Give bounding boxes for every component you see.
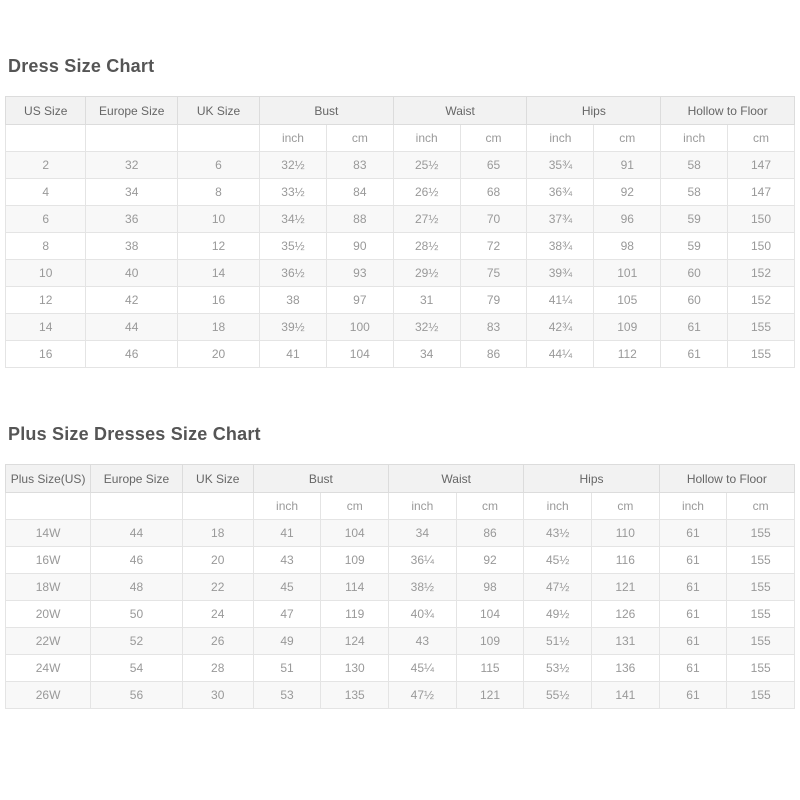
cell: 61: [659, 574, 727, 601]
cell: 24: [182, 601, 253, 628]
cell: 90: [326, 233, 393, 260]
cell: 60: [661, 287, 728, 314]
unit-label-cm: cm: [728, 125, 795, 152]
cell: 4: [6, 179, 86, 206]
cell: 38¾: [527, 233, 594, 260]
cell: 93: [326, 260, 393, 287]
cell: 104: [321, 520, 389, 547]
cell: 18W: [6, 574, 91, 601]
table-row: [6, 520, 795, 547]
cell: 124: [321, 628, 389, 655]
cell: 31: [393, 287, 460, 314]
cell: 112: [594, 341, 661, 368]
plus-size-chart-title: Plus Size Dresses Size Chart: [8, 424, 261, 444]
cell: 100: [326, 314, 393, 341]
cell: 51: [253, 655, 321, 682]
cell: 42: [86, 287, 178, 314]
cell: 40: [86, 260, 178, 287]
cell: 61: [661, 341, 728, 368]
table-row: [6, 179, 795, 206]
dress-size-chart-section: [0, 0, 800, 368]
cell: 72: [460, 233, 527, 260]
cell: 61: [659, 520, 727, 547]
table-row: [6, 152, 795, 179]
dress-size-table-body: [6, 152, 795, 368]
cell: 34: [393, 341, 460, 368]
cell: 47½: [389, 682, 457, 709]
table-row: [6, 341, 795, 368]
empty-cell: [6, 493, 91, 520]
cell: 35½: [260, 233, 327, 260]
cell: 61: [659, 601, 727, 628]
cell: 92: [594, 179, 661, 206]
column-header-europe-size: Europe Size: [86, 97, 178, 125]
unit-label-inch: inch: [389, 493, 457, 520]
cell: 52: [91, 628, 183, 655]
cell: 41: [260, 341, 327, 368]
table-row: [6, 287, 795, 314]
cell: 27½: [393, 206, 460, 233]
cell: 97: [326, 287, 393, 314]
cell: 32½: [393, 314, 460, 341]
table-row: [6, 655, 795, 682]
cell: 88: [326, 206, 393, 233]
cell: 61: [659, 682, 727, 709]
cell: 116: [592, 547, 660, 574]
cell: 43: [253, 547, 321, 574]
cell: 96: [594, 206, 661, 233]
cell: 152: [728, 260, 795, 287]
cell: 14: [6, 314, 86, 341]
cell: 65: [460, 152, 527, 179]
cell: 136: [592, 655, 660, 682]
cell: 39¾: [527, 260, 594, 287]
cell: 150: [728, 233, 795, 260]
cell: 114: [321, 574, 389, 601]
cell: 34: [389, 520, 457, 547]
cell: 41¼: [527, 287, 594, 314]
cell: 49: [253, 628, 321, 655]
cell: 61: [659, 547, 727, 574]
dress-size-chart-title: Dress Size Chart: [8, 56, 155, 76]
cell: 105: [594, 287, 661, 314]
cell: 56: [91, 682, 183, 709]
cell: 98: [594, 233, 661, 260]
cell: 60: [661, 260, 728, 287]
table-row: [6, 547, 795, 574]
cell: 61: [661, 314, 728, 341]
column-header-uk-size: UK Size: [177, 97, 259, 125]
cell: 36: [86, 206, 178, 233]
cell: 10: [177, 206, 259, 233]
table-row: [6, 233, 795, 260]
cell: 36¼: [389, 547, 457, 574]
cell: 98: [456, 574, 524, 601]
unit-label-inch: inch: [527, 125, 594, 152]
cell: 34: [86, 179, 178, 206]
cell: 30: [182, 682, 253, 709]
cell: 28½: [393, 233, 460, 260]
cell: 6: [177, 152, 259, 179]
cell: 42¾: [527, 314, 594, 341]
unit-label-cm: cm: [594, 125, 661, 152]
cell: 45½: [524, 547, 592, 574]
cell: 155: [727, 574, 795, 601]
unit-label-cm: cm: [321, 493, 389, 520]
cell: 36½: [260, 260, 327, 287]
empty-cell: [6, 125, 86, 152]
cell: 86: [460, 341, 527, 368]
cell: 155: [727, 682, 795, 709]
unit-header-row: [6, 493, 795, 520]
cell: 110: [592, 520, 660, 547]
column-header-bust: Bust: [253, 465, 388, 493]
cell: 91: [594, 152, 661, 179]
cell: 141: [592, 682, 660, 709]
cell: 14W: [6, 520, 91, 547]
unit-header-row: [6, 125, 795, 152]
cell: 155: [728, 314, 795, 341]
cell: 26½: [393, 179, 460, 206]
cell: 25½: [393, 152, 460, 179]
cell: 61: [659, 655, 727, 682]
cell: 115: [456, 655, 524, 682]
cell: 2: [6, 152, 86, 179]
column-header-hips: Hips: [524, 465, 659, 493]
cell: 37¾: [527, 206, 594, 233]
cell: 83: [460, 314, 527, 341]
header-row: [6, 97, 795, 125]
cell: 38: [86, 233, 178, 260]
cell: 8: [6, 233, 86, 260]
cell: 38½: [389, 574, 457, 601]
cell: 150: [728, 206, 795, 233]
unit-label-inch: inch: [253, 493, 321, 520]
cell: 59: [661, 233, 728, 260]
unit-label-inch: inch: [661, 125, 728, 152]
unit-label-inch: inch: [260, 125, 327, 152]
cell: 104: [326, 341, 393, 368]
cell: 29½: [393, 260, 460, 287]
cell: 55½: [524, 682, 592, 709]
cell: 39½: [260, 314, 327, 341]
table-row: [6, 601, 795, 628]
table-row: [6, 314, 795, 341]
cell: 45: [253, 574, 321, 601]
cell: 53: [253, 682, 321, 709]
cell: 47½: [524, 574, 592, 601]
table-row: [6, 260, 795, 287]
cell: 58: [661, 179, 728, 206]
cell: 16: [6, 341, 86, 368]
cell: 49½: [524, 601, 592, 628]
cell: 130: [321, 655, 389, 682]
cell: 24W: [6, 655, 91, 682]
plus-size-table-body: [6, 520, 795, 709]
unit-label-inch: inch: [659, 493, 727, 520]
table-row: [6, 574, 795, 601]
empty-cell: [177, 125, 259, 152]
column-header-plus-size-us: Plus Size(US): [6, 465, 91, 493]
cell: 53½: [524, 655, 592, 682]
cell: 10: [6, 260, 86, 287]
cell: 43: [389, 628, 457, 655]
column-header-waist: Waist: [393, 97, 527, 125]
unit-label-cm: cm: [326, 125, 393, 152]
cell: 50: [91, 601, 183, 628]
cell: 121: [592, 574, 660, 601]
cell: 26: [182, 628, 253, 655]
cell: 48: [91, 574, 183, 601]
dress-size-table: [5, 96, 795, 368]
cell: 109: [321, 547, 389, 574]
empty-cell: [182, 493, 253, 520]
cell: 35¾: [527, 152, 594, 179]
column-header-hollow-to-floor: Hollow to Floor: [661, 97, 795, 125]
cell: 68: [460, 179, 527, 206]
column-header-us-size: US Size: [6, 97, 86, 125]
unit-label-cm: cm: [460, 125, 527, 152]
cell: 18: [182, 520, 253, 547]
cell: 34½: [260, 206, 327, 233]
cell: 54: [91, 655, 183, 682]
table-row: [6, 206, 795, 233]
cell: 6: [6, 206, 86, 233]
cell: 46: [91, 547, 183, 574]
cell: 131: [592, 628, 660, 655]
column-header-europe-size: Europe Size: [91, 465, 183, 493]
cell: 22: [182, 574, 253, 601]
column-header-hollow-to-floor: Hollow to Floor: [659, 465, 794, 493]
cell: 101: [594, 260, 661, 287]
cell: 22W: [6, 628, 91, 655]
cell: 135: [321, 682, 389, 709]
column-header-waist: Waist: [389, 465, 524, 493]
cell: 155: [727, 601, 795, 628]
empty-cell: [86, 125, 178, 152]
cell: 16: [177, 287, 259, 314]
unit-label-cm: cm: [592, 493, 660, 520]
column-header-hips: Hips: [527, 97, 661, 125]
unit-label-inch: inch: [524, 493, 592, 520]
cell: 61: [659, 628, 727, 655]
unit-label-cm: cm: [727, 493, 795, 520]
cell: 32: [86, 152, 178, 179]
cell: 109: [456, 628, 524, 655]
cell: 18: [177, 314, 259, 341]
cell: 38: [260, 287, 327, 314]
cell: 36¾: [527, 179, 594, 206]
cell: 155: [727, 547, 795, 574]
cell: 126: [592, 601, 660, 628]
cell: 40¾: [389, 601, 457, 628]
cell: 155: [727, 520, 795, 547]
table-row: [6, 628, 795, 655]
cell: 16W: [6, 547, 91, 574]
cell: 12: [177, 233, 259, 260]
cell: 20: [182, 547, 253, 574]
cell: 109: [594, 314, 661, 341]
cell: 92: [456, 547, 524, 574]
cell: 44¼: [527, 341, 594, 368]
cell: 43½: [524, 520, 592, 547]
column-header-uk-size: UK Size: [182, 465, 253, 493]
cell: 51½: [524, 628, 592, 655]
cell: 155: [727, 628, 795, 655]
unit-label-inch: inch: [393, 125, 460, 152]
cell: 33½: [260, 179, 327, 206]
table-row: [6, 682, 795, 709]
empty-cell: [91, 493, 183, 520]
header-row: [6, 465, 795, 493]
cell: 44: [86, 314, 178, 341]
cell: 32½: [260, 152, 327, 179]
cell: 79: [460, 287, 527, 314]
cell: 84: [326, 179, 393, 206]
cell: 28: [182, 655, 253, 682]
cell: 75: [460, 260, 527, 287]
cell: 8: [177, 179, 259, 206]
column-header-bust: Bust: [260, 97, 394, 125]
cell: 147: [728, 152, 795, 179]
cell: 155: [727, 655, 795, 682]
cell: 58: [661, 152, 728, 179]
cell: 14: [177, 260, 259, 287]
cell: 20: [177, 341, 259, 368]
cell: 86: [456, 520, 524, 547]
cell: 147: [728, 179, 795, 206]
cell: 41: [253, 520, 321, 547]
cell: 119: [321, 601, 389, 628]
cell: 152: [728, 287, 795, 314]
cell: 121: [456, 682, 524, 709]
cell: 59: [661, 206, 728, 233]
cell: 46: [86, 341, 178, 368]
cell: 155: [728, 341, 795, 368]
cell: 70: [460, 206, 527, 233]
cell: 83: [326, 152, 393, 179]
plus-size-chart-section: [0, 368, 800, 709]
plus-size-table: [5, 464, 795, 709]
unit-label-cm: cm: [456, 493, 524, 520]
cell: 20W: [6, 601, 91, 628]
cell: 26W: [6, 682, 91, 709]
cell: 47: [253, 601, 321, 628]
cell: 104: [456, 601, 524, 628]
cell: 45¼: [389, 655, 457, 682]
cell: 44: [91, 520, 183, 547]
cell: 12: [6, 287, 86, 314]
